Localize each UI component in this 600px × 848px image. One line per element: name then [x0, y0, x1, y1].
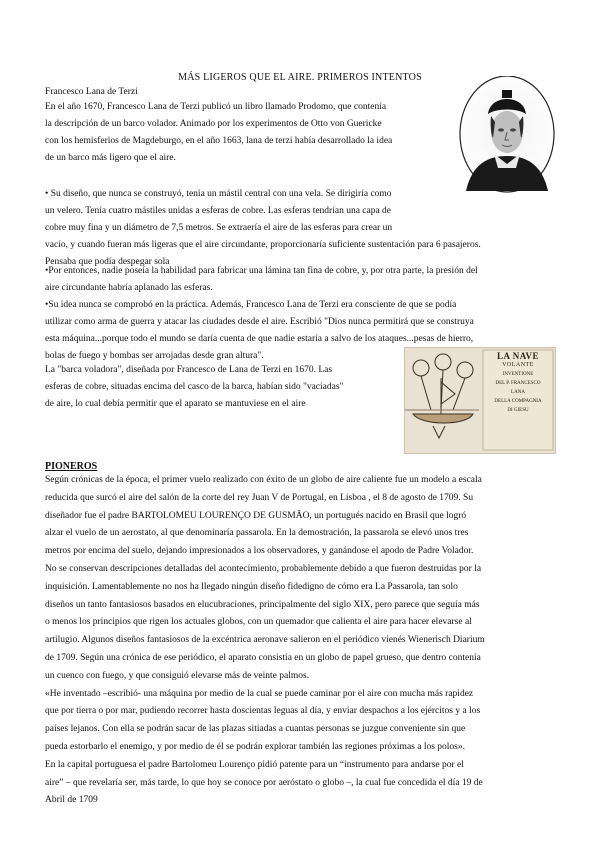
- text-line: En la capital portuguesa el padre Bartolomeu Lourenço pidió patente para un “instrumento para andarse por el: [45, 759, 464, 770]
- book-text: DELLA COMPAGNIA: [494, 399, 542, 404]
- text-line: de 1709. Según una crónica de ese periódico, el aparato consistía en un globo de papel grueso, que dentro contenía: [45, 652, 481, 663]
- portrait-image: [458, 76, 556, 196]
- text-line: un cuenco con fuego, y que consiguió elevarse más de veinte palmos.: [45, 670, 310, 681]
- text-line: cobre muy fina y un diámetro de 7,5 metros. Se extraería el aire de las esferas para crear un: [45, 223, 393, 233]
- text-line: La "barca voladora", diseñada por Francesco de Lana de Terzi en 1670. Las: [45, 365, 333, 375]
- text-line: de aire, lo cual debía permitir que el aparato se mantuviese en el aire: [45, 399, 306, 409]
- text-line: bolas de fuego y bombas ser arrojadas desde gran altura".: [45, 351, 264, 361]
- text-line: Según crónicas de la época, el primer vuelo realizado con éxito de un globo de aire caliente fue un modelo a escala: [45, 475, 482, 485]
- text-line: esferas de cobre, situadas encima del casco de la barca, habían sido "vaciadas": [45, 382, 344, 392]
- text-line: un velero. Tenía cuatro mástiles unidas a esferas de cobre. Las esferas tendrían una capa de: [45, 206, 392, 216]
- text-line: Pensaba que podía despegar sola: [45, 257, 170, 267]
- text-line: o menos los principios que rigen los actuales globos, con un quemador que calienta el aire para hacer elevarse al: [45, 617, 472, 628]
- image-caption: [45, 362, 343, 413]
- text-line: •Por entonces, nadie poseía la habilidad para fabricar una lámina tan fina de cobre, y, por otra parte, la presión del: [45, 266, 478, 276]
- text-line: esta máquina...porque todo el mundo se daría cuenta de que nadie estaría a salvo de los ataques...pesas de hierro,: [45, 334, 474, 344]
- text-line: con los hemisferios de Magdeburgo, en el año 1663, lana de terzi había desarrollado la idea: [45, 136, 393, 146]
- author-name: Francesco Lana de Terzi: [45, 87, 138, 97]
- text-line: de un barco más ligero que el aire.: [45, 153, 176, 163]
- text-line: Abril de 1709: [45, 795, 98, 806]
- skill-paragraph: [45, 263, 478, 297]
- text-line: inquisición. Lamentablemente no nos ha llegado ningún diseño fidedigno de cómo era La Passarola, tan solo: [45, 581, 458, 592]
- text-line: • Su diseño, que nunca se construyó, tenía un mástil central con una vela. Se dirigiría como: [45, 189, 392, 199]
- book-text: DEL P. FRANCESCO: [495, 381, 541, 386]
- text-line: reducida que surcó el aire del salón de la corte del rey Juan V de Portugal, en Lisboa , el 8 de agosto de 1709. Su: [45, 492, 474, 503]
- pioneers-paragraph: [45, 472, 485, 810]
- text-line: países lejanos. Con ella se podrán sacar de las plazas sitiadas a cuantas personas se juzgue conveniente sin que: [45, 724, 466, 735]
- page-title: MÁS LIGEROS QUE EL AIRE. PRIMEROS INTENTOS: [178, 72, 422, 83]
- text-line: diseñador fue el padre BARTOLOMEU LOURENÇO DE GUSMÃO, un portugués nacido en Brasil que logró: [45, 510, 467, 521]
- flying-boat-illustration: [404, 347, 556, 454]
- design-paragraph: [45, 186, 481, 271]
- intro-paragraph: [45, 99, 392, 167]
- section-heading: PIONEROS: [45, 461, 98, 472]
- book-text: INVENTIONE: [502, 372, 534, 377]
- text-line: pueda estorbarlo el enemigo, y por medio de él se podrán explorar también las regiones próximas a los polos».: [45, 741, 465, 752]
- text-line: En el año 1670, Francesco Lana de Terzi publicó un libro llamado Prodomo, que contenía: [45, 102, 387, 112]
- text-line: aire circundante habría aplanado las esferas.: [45, 283, 213, 293]
- book-text: DI GIESU: [507, 408, 529, 413]
- text-line: vacío, y cuando fueran más ligeras que el aire circundante, proporcionaría suficiente sustentación para 6 pasajeros.: [45, 240, 481, 250]
- text-line: metros por encima del suelo, dejando impresionados a los observadores, y ganándose el apodo de Padre Volador.: [45, 546, 474, 557]
- text-line: la descripción de un barco volador. Animado por los experimentos de Otto von Guericke: [45, 119, 382, 129]
- text-line: •Su idea nunca se comprobó en la práctica. Además, Francesco Lana de Terzi era consciente de que se podía: [45, 300, 457, 310]
- text-line: utilizar como arma de guerra y atacar las ciudades desde el aire. Escribió "Dios nunca permitirá que se construya: [45, 317, 474, 327]
- book-text: LANA: [511, 390, 525, 395]
- text-line: «He inventado –escribió- una máquina por medio de la cual se puede caminar por el aire con mucha más rapidez: [45, 688, 474, 699]
- text-line: aire” – que revelaría ser, más tarde, lo que hoy se conoce por aeróstato o globo –, la cual fue concedida el día 19 de: [45, 777, 483, 788]
- text-line: artilugio. Algunos diseños fantasiosos de la excéntrica aeronave salieron en el periódico vienés Wienerisch Diarium: [45, 635, 485, 646]
- text-line: alzar el vuelo de un aerostato, al que denominaría passarola. En la demostración, la passarola se elevó unos tres: [45, 528, 469, 539]
- text-line: diseños un tanto fantasiosos basados en elucubraciones, principalmente del siglo XIX, pero parece que seguía más: [45, 599, 480, 610]
- book-title: LA NAVE: [496, 351, 540, 361]
- book-subtitle: VOLANTE: [502, 362, 534, 368]
- text-line: No se conservan descripciones detalladas del acontecimiento, probablemente debido a que fueron destruidas por la: [45, 563, 482, 574]
- text-line: que por tierra o por mar, pudiendo recorrer hasta doscientas leguas al día, y enviar despachos a los ejércitos y a los: [45, 706, 481, 717]
